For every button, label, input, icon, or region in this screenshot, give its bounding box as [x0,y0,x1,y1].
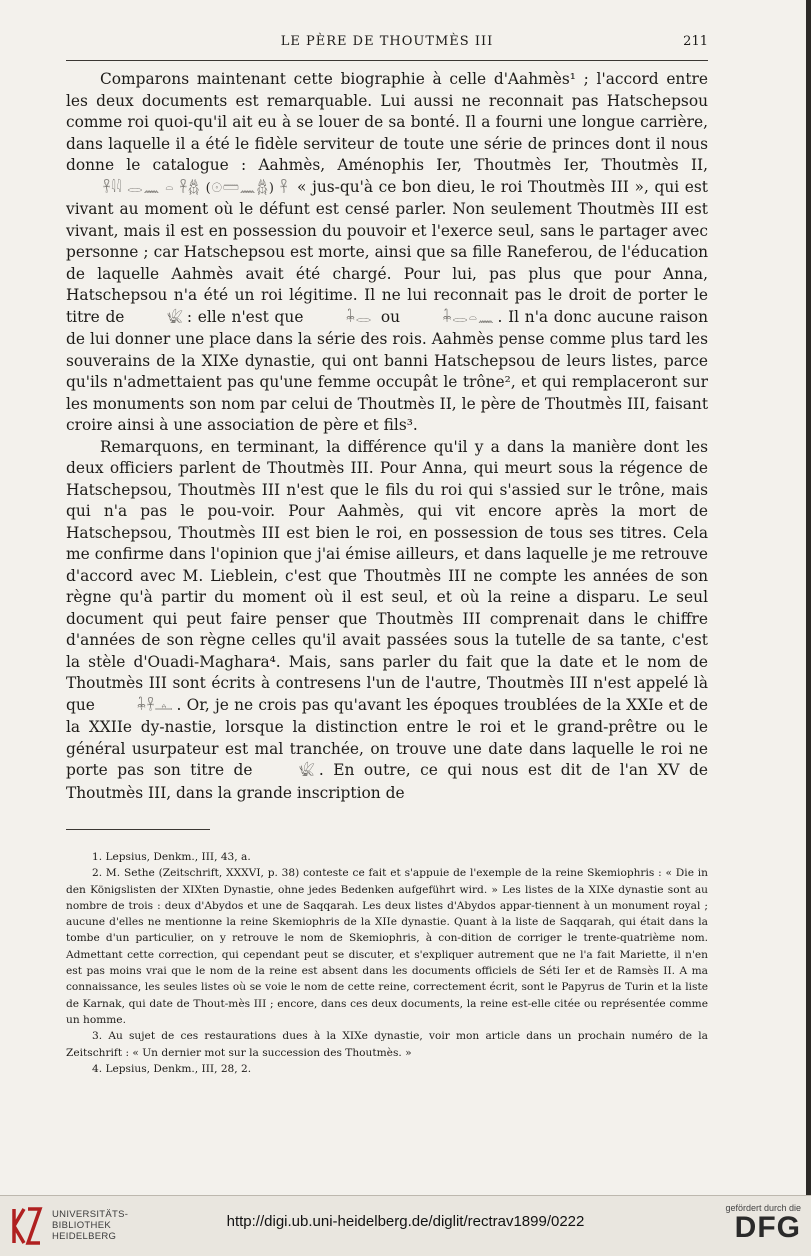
p1-text-d: ou [380,307,401,326]
footnote-3: 3. Au sujet de ces restaurations dues à la XIXe dynastie, voir mon article dans un prochain numéro de la Zeitschrift : « Un dernier mot sur la succession des Thoutmès. » [66,1030,708,1059]
hieroglyph-title-short: 𓇓𓋹𓊵 [137,698,174,714]
p2-text-c: . En outre, ce qui nous est dit de l'an XV de Thoutmès III, dans la grande inscription de [66,761,708,802]
footnote-4: 4. Lepsius, Denkm., III, 28, 2. [92,1062,252,1075]
paragraph-2 [66,437,708,805]
hieroglyph-queen-title-b: 𓇓𓂋𓏏𓈖 [442,310,495,326]
dfg-logo[interactable] [715,1203,801,1249]
library-line-3: HEIDELBERG [52,1231,117,1242]
hieroglyph-royal-title: 𓆤 [167,310,184,326]
p2-text-a: Remarquons, en terminant, la différence qu'il y a dans la manière dont les deux officiers parlent de Thoutmès III. Pour Anna, qui meurt sous la régence de Hatschepsou, Thoutmès III n'est que le fils du roi qui s'assied sur le trône, mais qui n'a pas le pou-voir. Pour Aahmès, qui vit encore après la mort de Hatschepsou, Thoutmès III est bien le roi, en possession de tous ses titres. Cela me confirme dans l'opinion que j'ai émise ailleurs, et dans laquelle je me retrouve d'accord avec M. Lieblein, c'est que Thoutmès III ne compte les années de son règne qu'à partir du moment où il est seul, et où la reine a disparu. Le seul document qui peut faire penser que Thoutmès III comprenait dans le chiffre d'années de son règne celles qu'il avait passées sous la tutelle de sa tante, c'est la stèle d'Ouadi-Maghara⁴. Mais, sans parler du fait que la date et le nom de Thoutmès III sont écrits à contresens l'un de l'autre, Thoutmès III n'est appelé là que [66,437,708,714]
footnote-1: 1. Lepsius, Denkm., III, 43, a. [92,851,251,863]
footnote-2: 2. M. Sethe (Zeitschrift, XXXVI, p. 38) conteste ce fait et s'appuie de l'exemple de la reine Skemiophris : « Die in den Königslisten der XIXten Dynastie, ohne jedes Bedenken aufgeführt wird. » Les listes de la XIXe dynastie sont au nombre de trois : deux d'Abydos et une de Saqqarah. Les deux listes d'Abydos appar-tiennent à un monument royal ; aucune d'elles ne mentionne la reine Skemiophris de la XIIe dynastie. Quant à la liste de Saqqarah, qui était dans la tombe d'un particulier, on y retrouve le nom de Skemiophris, à con-dition de corriger le trente-quatrième nom. Admettant cette correction, qui cependant peut se discuter, et s'expliquer autrement que ne l'a fait Mariette, il n'en est pas moins vrai que le nom de la reine est absent dans les documents officiels de Séti Ier et de Ramsès II. A ma connaissance, les seules listes où se voie le nom de cette reine, correctement écrit, sont le Papyrus de Turin et la liste de Karnak, qui date de Thout-mès III ; encore, dans ces deux documents, la reine est-elle citée ou représentée comme un homme. [66,867,708,1026]
funded-by-label: gefördert durch die [725,1203,801,1213]
footnotes [66,849,708,1077]
library-line-1: UNIVERSITÄTS- [52,1209,129,1220]
permalink-url[interactable]: http://digi.ub.uni-heidelberg.de/diglit/rectrav1899/0222 [226,1213,585,1230]
p2-text-b: . Or, je ne crois pas qu'avant les époques troublées de la XXIe et de la XXIIe dy-nastie, lorsque la distinction entre le roi et le grand-prêtre ou le général usurpateur est mal tranchée, on trouve une date dans laquelle le roi ne porte pas son titre de [66,695,708,779]
footer-rule [0,1195,811,1196]
dfg-mark: DFG [734,1211,801,1244]
main-text [66,69,708,804]
running-header [66,34,708,54]
page-number: 211 [683,34,708,49]
header-title: LE PÈRE DE THOUTMÈS III [280,34,494,49]
footnote-rule [66,829,210,830]
p1-text-a: Comparons maintenant cette biographie à celle d'Aahmès¹ ; l'accord entre les deux documents est remarquable. Lui aussi ne reconnait pas Hatschepsou comme roi quoi-qu'il ait eu à se louer de sa bonté. Il a fourni une longue carrière, dans laquelle il a été le fidèle serviteur de toute une série de princes dont il nous donne le catalogue : Aahmès, Aménophis Ier, Thoutmès Ier, Thoutmès II, [66,70,708,174]
p1-text-c: : elle n'est que [186,307,304,326]
library-line-2: BIBLIOTHEK [52,1220,111,1231]
header-rule [66,60,708,61]
hieroglyph-cartouche: 𓋹𓇋𓇋 𓂋𓈖 𓏏 𓋹𓆣 (𓇳𓏠𓈖𓆣) 𓋹 [103,180,289,196]
p1-text-b: « jus-qu'à ce bon dieu, le roi Thoutmès III », qui est vivant au moment où le défunt est censé parler. Non seulement Thoutmès III est vivant, mais il est en possession du pouvoir et l'exerce seul, sans le partager avec personne ; car Hatschepsou est morte, ainsi que sa fille Raneferou, de l'éducation de laquelle Aahmès avait été chargé. Pour lui, pas plus que pour Anna, Hatschepsou n'a été un roi légitime. Il ne lui reconnait pas le droit de porter le titre de [66,177,708,326]
hieroglyph-royal-title-end: 𓆤 [299,764,316,779]
scan-edge [806,0,811,1195]
hieroglyph-queen-title-a: 𓇓𓂋 [346,310,373,326]
paragraph-1 [66,69,708,437]
p1-text-e: . Il n'a donc aucune raison de lui donner une place dans la série des rois. Aahmès pense comme plus tard les souverains de la XIXe dynastie, qui ont banni Hatschepsou de leurs listes, parce qu'ils n'admettaient pas qu'une femme occupât le trône², et qui remplaceront sur les monuments son nom par celui de Thoutmès II, le père de Thoutmès III, faisant croire ainsi à une association de père et fils³. [66,307,708,434]
